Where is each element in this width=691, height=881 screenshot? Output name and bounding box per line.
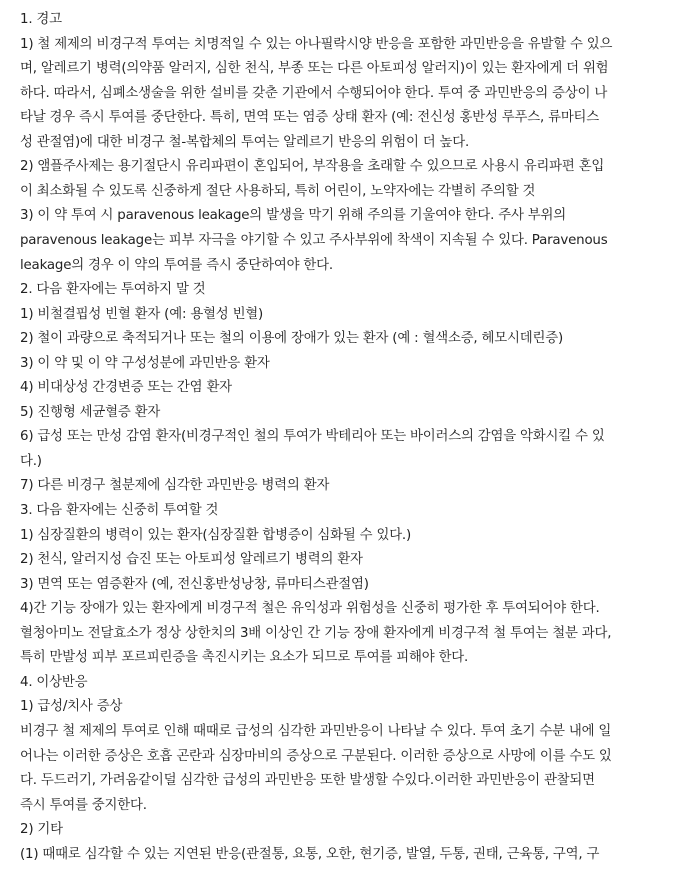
text-line: 2) 기타: [20, 822, 63, 838]
text-line: 4)간 기능 장애가 있는 환자에게 비경구적 철은 유익성과 위험성을 신중히 평가한 후 투여되어야 한다.: [20, 601, 600, 617]
text-line: 3) 이 약 투여 시 paravenous leakage의 발생을 막기 위해 주의를 기울여야 한다. 주사 부위의: [20, 208, 566, 224]
text-line: 특히 만발성 피부 포르피린증을 촉진시키는 요소가 되므로 투여를 피해야 한다.: [20, 650, 469, 666]
text-line: 1) 심장질환의 병력이 있는 환자(심장질환 합병증이 심화될 수 있다.): [20, 527, 412, 543]
text-line: 2) 앰플주사제는 용기절단시 유리파편이 혼입되어, 부작용을 초래할 수 있으므로 사용시 유리파편 혼입: [20, 159, 605, 175]
text-line: 비경구 철 제제의 투여로 인해 때때로 급성의 심각한 과민반응이 나타날 수 있다. 투여 초기 수분 내에 일: [20, 724, 612, 739]
text-line: (1) 때때로 심각할 수 있는 지연된 반응(관절통, 요통, 오한, 현기증, 발열, 두통, 권태, 근육통, 구역, 구: [20, 846, 600, 862]
text-line: leakage의 경우 이 약의 투여를 즉시 중단하여야 한다.: [20, 257, 333, 273]
text-line: 2. 다음 환자에는 투여하지 말 것: [20, 282, 206, 298]
text-line: 즉시 투여를 중지한다.: [20, 797, 147, 813]
text-line: 혈청아미노 전달효소가 정상 상한치의 3배 이상인 간 기능 장애 환자에게 비경구적 철 투여는 철분 과다,: [20, 625, 612, 641]
text-line: 2) 철이 과량으로 축적되거나 또는 철의 이용에 장애가 있는 환자 (예 : 혈색소증, 헤모시데린증): [20, 331, 563, 347]
text-line: 3) 이 약 및 이 약 구성성분에 과민반응 환자: [20, 355, 270, 371]
text-line: 1) 급성/치사 증상: [20, 699, 123, 715]
text-line: 이 최소화될 수 있도록 신중하게 절단 사용하되, 특히 어린이, 노약자에는 각별히 주의할 것: [20, 183, 536, 199]
text-line: 5) 진행형 세균혈증 환자: [20, 404, 161, 420]
text-line: 성 관절염)에 대한 비경구 철-복합체의 투여는 알레르기 반응의 위험이 더 높다.: [20, 134, 470, 150]
text-line: 어나는 이러한 증상은 호흡 곤란과 심장마비의 증상으로 구분된다. 이러한 증상으로 사망에 이를 수도 있: [20, 748, 612, 764]
text-line: 1) 철 제제의 비경구적 투여는 치명적일 수 있는 아나필락시양 반응을 포함한 과민반응을 유발할 수 있으: [20, 36, 613, 52]
text-line: 3. 다음 환자에는 신중히 투여할 것: [20, 503, 219, 518]
text-line: 1) 비철결핍성 빈혈 환자 (예: 용혈성 빈혈): [20, 306, 264, 322]
text-line: 3) 면역 또는 염증환자 (예, 전신홍반성낭창, 류마티스관절염): [20, 576, 369, 592]
text-line: 다. 두드러기, 가려움같이덜 심각한 급성의 과민반응 또한 발생할 수있다.이러한 과민반응이 관찰되면: [20, 773, 595, 789]
text-line: paravenous leakage는 피부 자극을 야기할 수 있고 주사부위에 착색이 지속될 수 있다. Paravenous: [20, 233, 608, 248]
text-line: 며, 알레르기 병력(의약품 알러지, 심한 천식, 부종 또는 다른 아토피성 알러지)이 있는 환자에게 더 위험: [20, 61, 609, 77]
text-line: 1. 경고: [20, 12, 62, 27]
text-line: 하다. 따라서, 심폐소생술을 위한 설비를 갖춘 기관에서 수행되어야 한다. 투여 중 과민반응의 증상이 나: [20, 85, 608, 101]
text-line: 6) 급성 또는 만성 감염 환자(비경구적인 철의 투여가 박테리아 또는 바이러스의 감염을 악화시킬 수 있: [20, 429, 605, 445]
text-line: 4. 이상반응: [20, 674, 88, 690]
text-line: 7) 다른 비경구 철분제에 심각한 과민반응 병력의 환자: [20, 478, 330, 494]
text-line: 타날 경우 즉시 투여를 중단한다. 특히, 면역 또는 염증 상태 환자 (예: 전신성 홍반성 루푸스, 류마티스: [20, 110, 600, 126]
text-line: 다.): [20, 453, 42, 469]
text-line: 2) 천식, 알러지성 습진 또는 아토피성 알레르기 병력의 환자: [20, 552, 363, 568]
text-line: 4) 비대상성 간경변증 또는 간염 환자: [20, 380, 232, 396]
